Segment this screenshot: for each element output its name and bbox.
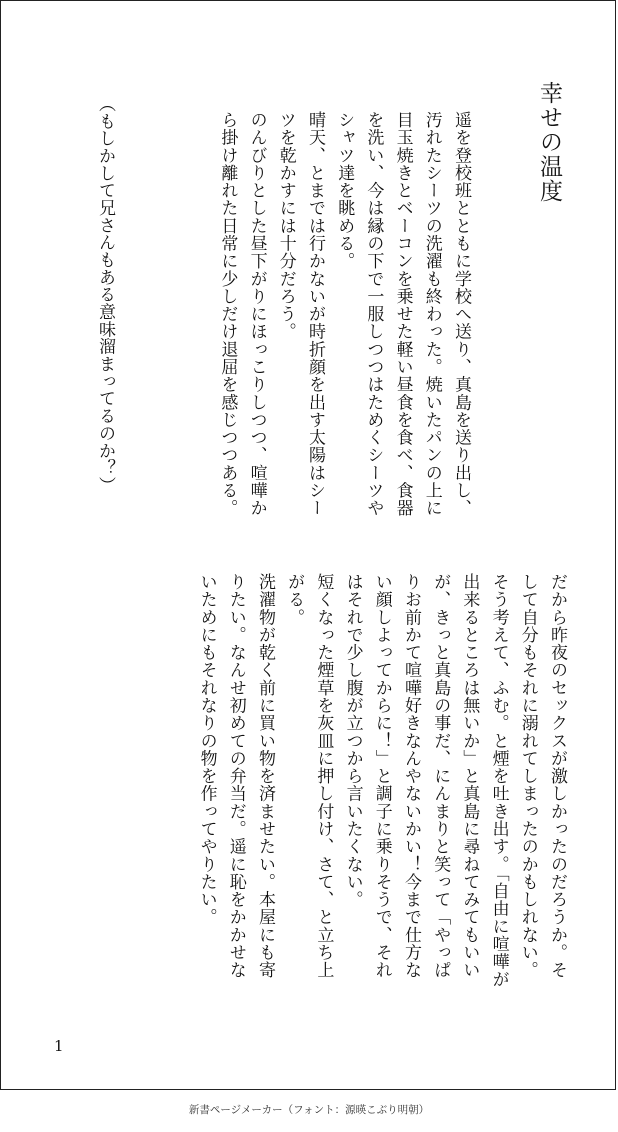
- footer-credit: 新書ページメーカー（フォント：源暎こぶり明朝）: [188, 1104, 430, 1116]
- page-number: 1: [54, 1037, 64, 1055]
- top-text-block: [153, 111, 475, 531]
- paragraph: そう考えて、ふむ。と煙を吐き出す。「自由に喧嘩が出来るところは無いか」と真島に尋ねてみてもいいが、きっと真島の事だ、にんまりと笑って「やっぱりお前かて喧嘩好きなんやないかい！今まで仕方ない顔しよってからに！」と調子に乗りそうで、それはそれで少し腹が立つから言いたくない。: [342, 573, 509, 989]
- paragraph: 短くなった煙草を灰皿に押し付け、さて、と立ち上がる。: [284, 573, 334, 979]
- paragraph: 晴天、とまでは行かないが時折顔を出す太陽はシーツを乾かすには十分だろう。: [275, 111, 325, 517]
- story-title: 幸せの温度: [536, 81, 562, 203]
- paragraph: のんびりとした昼下がりにほっこりしつつ、喧嘩から掛け離れた日常に少しだけ退屈を感じつつある。: [217, 111, 267, 517]
- paragraph: だから昨夜のセックスが激しかったのだろうか。そして自分もそれに溺れてしまったのかもしれない。: [517, 573, 567, 979]
- paragraph: 遥を登校班とともに学校へ送り、真島を送り出し、汚れたシーツの洗濯も終わった。焼いたパンの上に目玉焼きとベーコンを乗せた軽い昼食を食べ、食器を洗い、今は縁の下で一服しつつはためくシーツやシャツ達を眺める。: [334, 111, 471, 517]
- inner-thought-line: （もしかして兄さんもある意味溜まってるのか？）: [95, 95, 115, 494]
- paragraph: 洗濯物が乾く前に買い物を済ませたい。本屋にも寄りたい。なんせ初めての弁当だ。遥に恥をかかせないためにもそれなりの物を作ってやりたい。: [196, 573, 275, 979]
- bottom-text-block: [81, 573, 571, 993]
